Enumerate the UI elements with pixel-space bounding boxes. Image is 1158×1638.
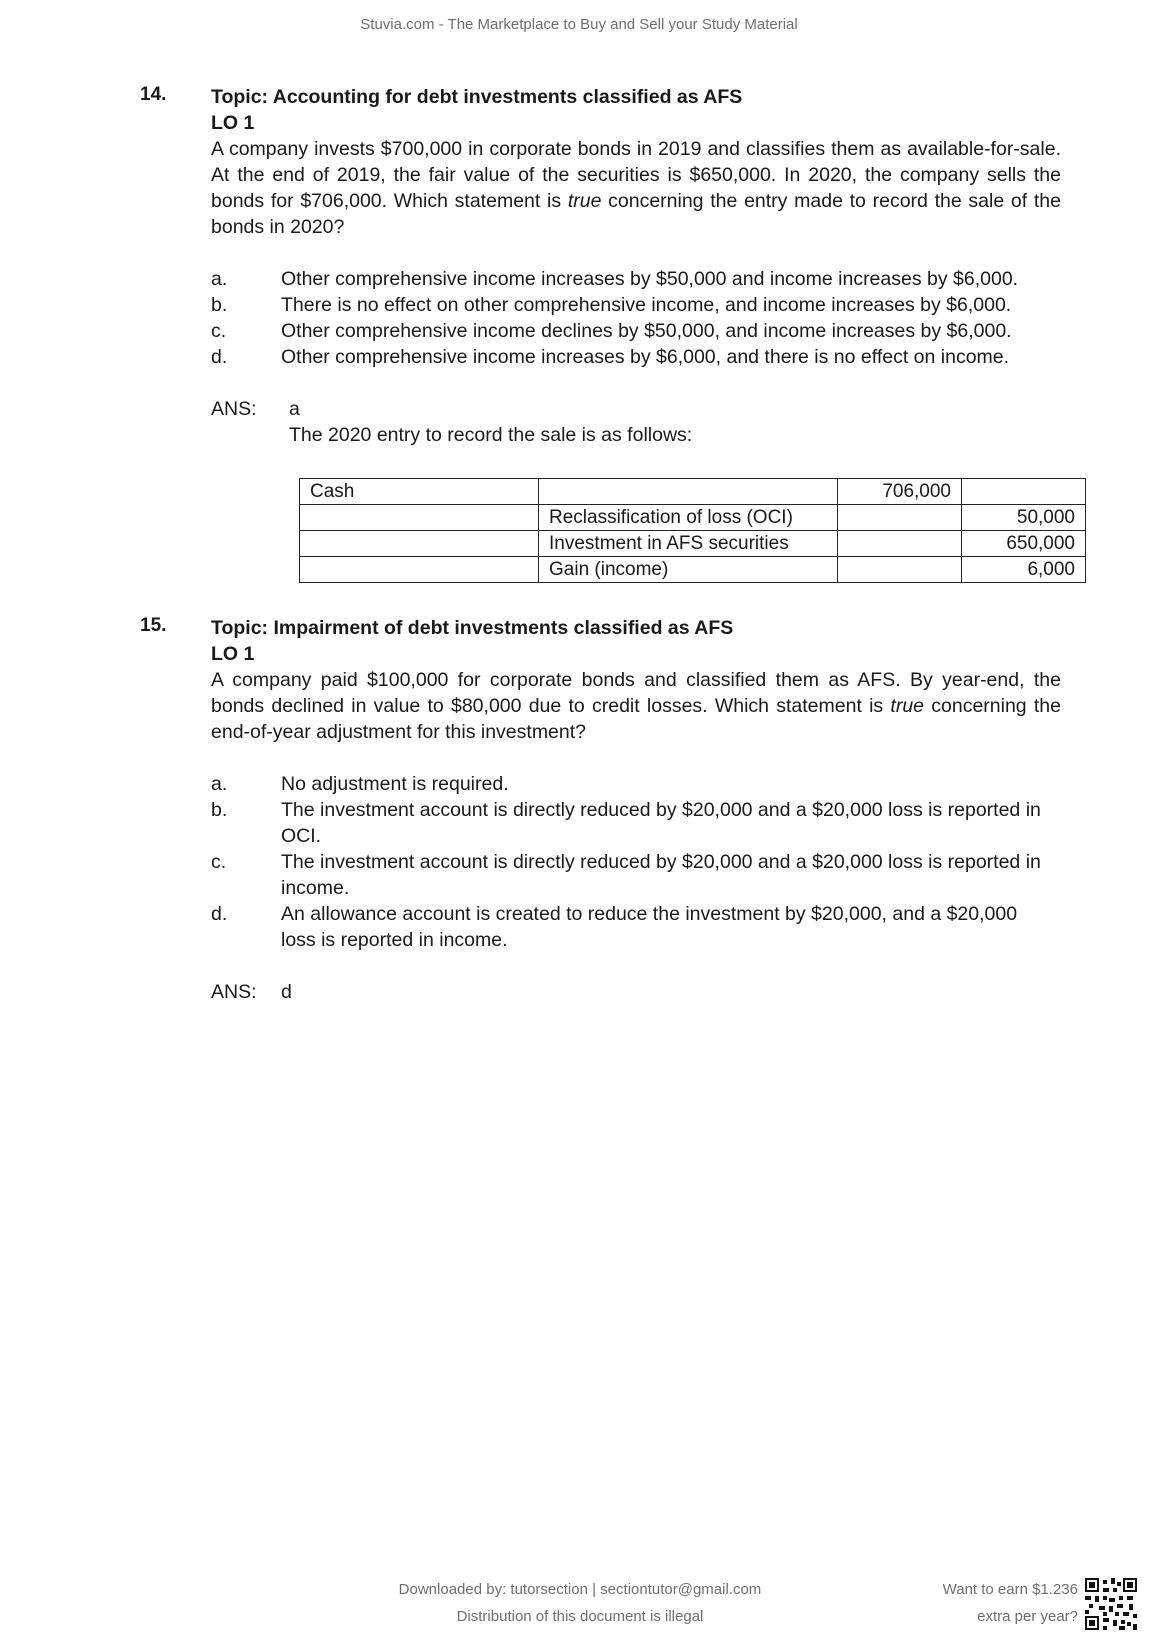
- credit-amount-cell: 50,000: [962, 505, 1086, 531]
- learning-objective: LO 1: [211, 643, 255, 665]
- option-b: b. There is no effect on other comprehensive income, and income increases by $6,000.: [211, 294, 1012, 316]
- qr-code-icon[interactable]: [1085, 1578, 1137, 1630]
- page-header: Stuvia.com - The Marketplace to Buy and Sell your Study Material: [360, 16, 798, 33]
- downloaded-by-text: Downloaded by: tutorsection | sectiontutor@gmail.com: [398, 1581, 762, 1598]
- question-number: 14.: [140, 84, 167, 105]
- option-b: b. The investment account is directly reduced by $20,000 and a $20,000 loss is reported in OCI.: [211, 799, 1041, 847]
- credit-amount-cell: 6,000: [962, 557, 1086, 583]
- table-row: [300, 557, 1086, 583]
- debit-amount-cell: [838, 505, 962, 531]
- question-number: 15.: [140, 615, 167, 636]
- answer: [211, 396, 1061, 448]
- answer-label: ANS:: [211, 981, 257, 1003]
- option-a: a. No adjustment is required.: [211, 773, 509, 795]
- credit-account-cell: Reclassification of loss (OCI): [539, 505, 838, 531]
- answer-label: ANS:: [211, 398, 257, 420]
- answer-note: The 2020 entry to record the sale is as follows:: [289, 424, 693, 446]
- answer-value: d: [281, 981, 292, 1003]
- debit-amount-cell: 706,000: [838, 479, 962, 505]
- credit-account-cell: Investment in AFS securities: [539, 531, 838, 557]
- question-topic: Topic: Accounting for debt investments classified as AFS: [211, 86, 743, 108]
- credit-amount-cell: 650,000: [962, 531, 1086, 557]
- option-d: d. Other comprehensive income increases by $6,000, and there is no effect on income.: [211, 346, 1010, 368]
- debit-account-cell: [300, 505, 539, 531]
- credit-amount-cell: [962, 479, 1086, 505]
- table-row: [300, 531, 1086, 557]
- debit-account-cell: [300, 531, 539, 557]
- journal-entry-table: [299, 478, 1086, 583]
- earn-promo-line1[interactable]: Want to earn $1.236: [942, 1581, 1078, 1598]
- question-stem: A company invests $700,000 in corporate bonds in 2019 and classifies them as available-for-sale. At the end of 2019, the fair value of the securities is $650,000. In 2020, the company sells the bonds for $706,000. Which statement is true concerning the entry made to record the sale of the bonds in 2020?: [211, 138, 1061, 238]
- debit-account-cell: Cash: [300, 479, 539, 505]
- debit-amount-cell: [838, 557, 962, 583]
- credit-account-cell: [539, 479, 838, 505]
- table-row: [300, 479, 1086, 505]
- earn-promo-line2[interactable]: extra per year?: [977, 1608, 1078, 1625]
- answer-value: a: [289, 398, 300, 420]
- option-c: c. Other comprehensive income declines by $50,000, and income increases by $6,000.: [211, 320, 1012, 342]
- option-a: a. Other comprehensive income increases by $50,000 and income increases by $6,000.: [211, 268, 1019, 290]
- question-topic: Topic: Impairment of debt investments classified as AFS: [211, 617, 734, 639]
- learning-objective: LO 1: [211, 112, 255, 134]
- option-c: c. The investment account is directly reduced by $20,000 and a $20,000 loss is reported in income.: [211, 851, 1041, 899]
- answer: [211, 979, 1061, 1005]
- option-d: d. An allowance account is created to reduce the investment by $20,000, and a $20,000 loss is reported in income.: [211, 903, 1018, 951]
- debit-account-cell: [300, 557, 539, 583]
- distribution-notice: Distribution of this document is illegal: [456, 1608, 704, 1625]
- debit-amount-cell: [838, 531, 962, 557]
- credit-account-cell: Gain (income): [539, 557, 838, 583]
- table-row: [300, 505, 1086, 531]
- question-stem: A company paid $100,000 for corporate bonds and classified them as AFS. By year-end, the bonds declined in value to $80,000 due to credit losses. Which statement is true concerning the end-of-year adjustment for this investment?: [211, 669, 1061, 743]
